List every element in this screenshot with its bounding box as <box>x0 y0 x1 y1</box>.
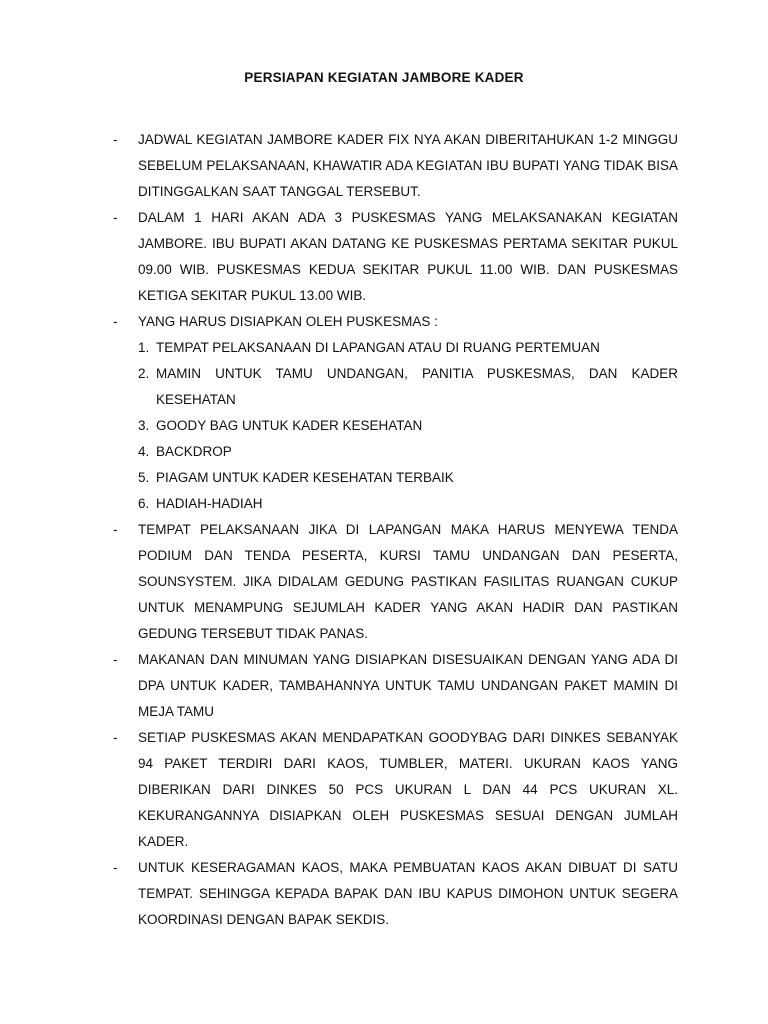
bullet-item <box>113 725 678 855</box>
bullet-item <box>113 855 678 933</box>
bullet-marker: - <box>113 652 118 667</box>
bullet-item <box>113 205 678 309</box>
bullet-text: UNTUK KESERAGAMAN KAOS, MAKA PEMBUATAN KAOS AKAN DIBUAT DI SATU TEMPAT. SEHINGGA KEPADA BAPAK DAN IBU KAPUS DIMOHON UNTUK SEGERA KOORDINASI DENGAN BAPAK SEKDIS. <box>138 860 678 927</box>
bullet-text: YANG HARUS DISIAPKAN OLEH PUSKESMAS : <box>138 314 438 329</box>
bullet-marker: - <box>113 730 118 745</box>
bullet-item <box>113 309 678 335</box>
numbered-list <box>113 335 678 517</box>
bullet-item <box>113 517 678 647</box>
numbered-item <box>113 361 678 413</box>
document-body <box>113 127 678 933</box>
numbered-item <box>113 491 678 517</box>
bullet-text: JADWAL KEGIATAN JAMBORE KADER FIX NYA AKAN DIBERITAHUKAN 1-2 MINGGU SEBELUM PELAKSANAAN, KHAWATIR ADA KEGIATAN IBU BUPATI YANG TIDAK BISA DITINGGALKAN SAAT TANGGAL TERSEBUT. <box>138 132 678 199</box>
bullet-text: MAKANAN DAN MINUMAN YANG DISIAPKAN DISESUAIKAN DENGAN YANG ADA DI DPA UNTUK KADER, TAMBAHANNYA UNTUK TAMU UNDANGAN PAKET MAMIN DI MEJA TAMU <box>138 652 678 719</box>
bullet-marker: - <box>113 132 118 147</box>
bullet-text: SETIAP PUSKESMAS AKAN MENDAPATKAN GOODYBAG DARI DINKES SEBANYAK 94 PAKET TERDIRI DARI KAOS, TUMBLER, MATERI. UKURAN KAOS YANG DIBERIKAN DARI DINKES 50 PCS UKURAN L DAN 44 PCS UKURAN XL. KEKURANGANNYA DISIAPKAN OLEH PUSKESMAS SESUAI DENGAN JUMLAH KADER. <box>138 730 678 849</box>
item-text: GOODY BAG UNTUK KADER KESEHATAN <box>156 418 423 433</box>
item-number: 6. <box>138 496 150 511</box>
bullet-marker: - <box>113 210 118 225</box>
bullet-text: TEMPAT PELAKSANAAN JIKA DI LAPANGAN MAKA HARUS MENYEWA TENDA PODIUM DAN TENDA PESERTA, KURSI TAMU UNDANGAN DAN PESERTA, SOUNSYSTEM. JIKA DIDALAM GEDUNG PASTIKAN FASILITAS RUANGAN CUKUP UNTUK MENAMPUNG SEJUMLAH KADER YANG AKAN HADIR DAN PASTIKAN GEDUNG TERSEBUT TIDAK PANAS. <box>138 522 678 641</box>
bullet-item <box>113 127 678 205</box>
item-text: PIAGAM UNTUK KADER KESEHATAN TERBAIK <box>156 470 454 485</box>
document-title: PERSIAPAN KEGIATAN JAMBORE KADER <box>244 70 524 85</box>
item-number: 1. <box>138 340 150 355</box>
item-text: TEMPAT PELAKSANAAN DI LAPANGAN ATAU DI RUANG PERTEMUAN <box>156 340 600 355</box>
numbered-item <box>113 465 678 491</box>
item-text: BACKDROP <box>156 444 232 459</box>
bullet-text: DALAM 1 HARI AKAN ADA 3 PUSKESMAS YANG MELAKSANAKAN KEGIATAN JAMBORE. IBU BUPATI AKAN DATANG KE PUSKESMAS PERTAMA SEKITAR PUKUL 09.00 WIB. PUSKESMAS KEDUA SEKITAR PUKUL 11.00 WIB. DAN PUSKESMAS KETIGA SEKITAR PUKUL 13.00 WIB. <box>138 210 678 303</box>
bullet-item <box>113 647 678 725</box>
numbered-item <box>113 439 678 465</box>
item-number: 2. <box>138 366 150 381</box>
item-number: 4. <box>138 444 150 459</box>
item-text: MAMIN UNTUK TAMU UNDANGAN, PANITIA PUSKESMAS, DAN KADER KESEHATAN <box>156 366 678 407</box>
numbered-item <box>113 335 678 361</box>
bullet-marker: - <box>113 860 118 875</box>
item-number: 5. <box>138 470 150 485</box>
item-number: 3. <box>138 418 150 433</box>
numbered-item <box>113 413 678 439</box>
bullet-marker: - <box>113 522 118 537</box>
item-text: HADIAH-HADIAH <box>156 496 263 511</box>
bullet-marker: - <box>113 314 118 329</box>
